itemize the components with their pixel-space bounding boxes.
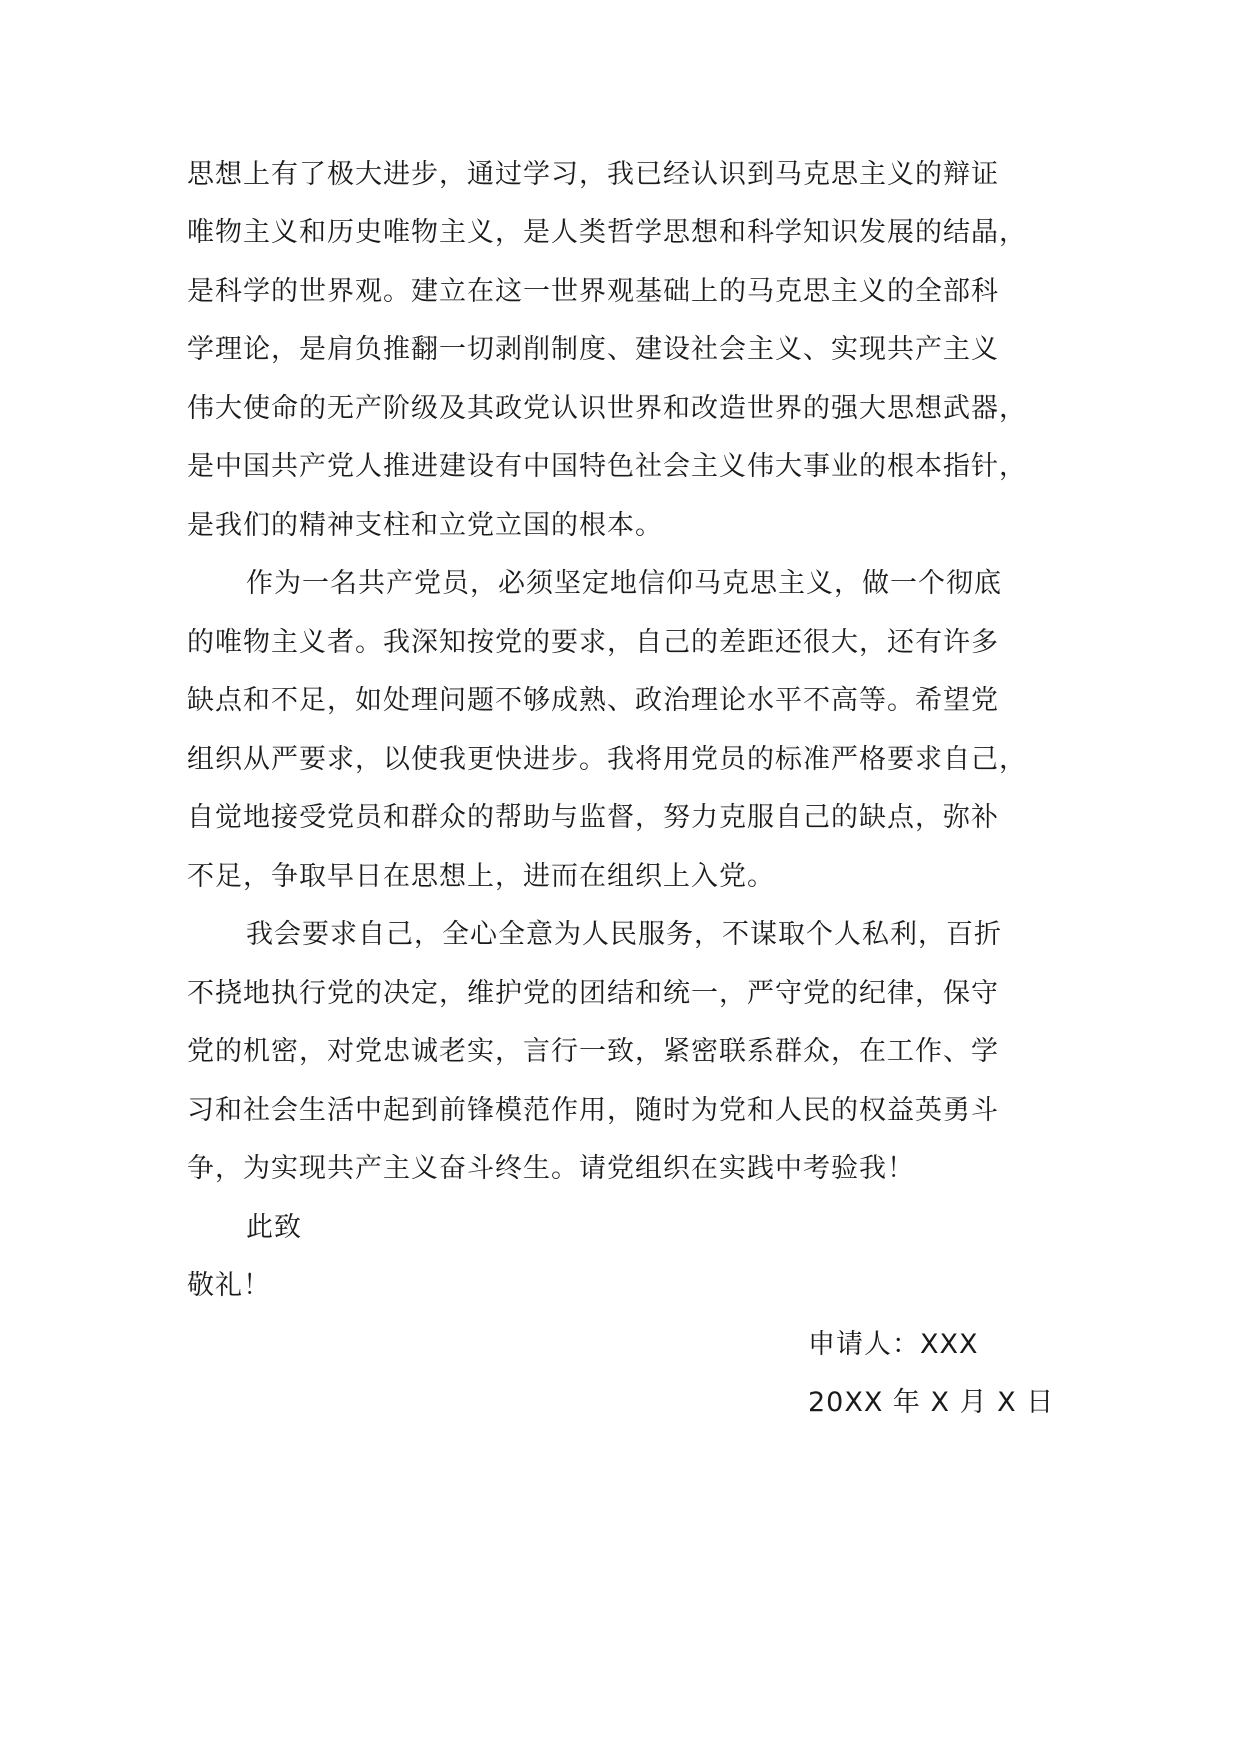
paragraph-1-line-4: 学理论，是肩负推翻一切剥削制度、建设社会主义、实现共产主义	[187, 334, 999, 365]
paragraph-1-line-6: 是中国共产党人推进建设有中国特色社会主义伟大事业的根本指针，	[187, 451, 1027, 482]
paragraph-3-line-4: 习和社会生活中起到前锋模范作用，随时为党和人民的权益英勇斗	[187, 1095, 999, 1126]
paragraph-3-line-2: 不挠地执行党的决定，维护党的团结和统一，严守党的纪律，保守	[187, 978, 999, 1009]
paragraph-1-line-3: 是科学的世界观。建立在这一世界观基础上的马克思主义的全部科	[187, 276, 999, 307]
paragraph-1-line-7: 是我们的精神支柱和立党立国的根本。	[187, 510, 663, 541]
paragraph-1-line-5: 伟大使命的无产阶级及其政党认识世界和改造世界的强大思想武器，	[187, 393, 1027, 424]
paragraph-2-line-1: 作为一名共产党员，必须坚定地信仰马克思主义，做一个彻底	[246, 568, 1002, 599]
paragraph-2-line-5: 自觉地接受党员和群众的帮助与监督，努力克服自己的缺点，弥补	[187, 802, 999, 833]
paragraph-3-line-5: 争，为实现共产主义奋斗终生。请党组织在实践中考验我！	[187, 1153, 915, 1184]
signature-date: 20XX 年 X 月 X 日	[808, 1387, 1055, 1418]
paragraph-2-line-4: 组织从严要求，以使我更快进步。我将用党员的标准严格要求自己，	[187, 744, 1027, 775]
closing-text: 此致	[246, 1212, 302, 1243]
paragraph-2-line-2: 的唯物主义者。我深知按党的要求，自己的差距还很大，还有许多	[187, 627, 999, 658]
paragraph-1-line-2: 唯物主义和历史唯物主义，是人类哲学思想和科学知识发展的结晶，	[187, 217, 1027, 248]
salute-text: 敬礼！	[187, 1270, 271, 1301]
paragraph-1-line-1: 思想上有了极大进步，通过学习，我已经认识到马克思主义的辩证	[187, 159, 999, 190]
paragraph-3-line-3: 党的机密，对党忠诚老实，言行一致，紧密联系群众，在工作、学	[187, 1036, 999, 1067]
applicant-signature: 申请人：XXX	[808, 1329, 979, 1360]
paragraph-2-line-6: 不足，争取早日在思想上，进而在组织上入党。	[187, 861, 775, 892]
paragraph-3-line-1: 我会要求自己，全心全意为人民服务，不谋取个人私利，百折	[246, 919, 1002, 950]
paragraph-2-line-3: 缺点和不足，如处理问题不够成熟、政治理论水平不高等。希望党	[187, 685, 999, 716]
